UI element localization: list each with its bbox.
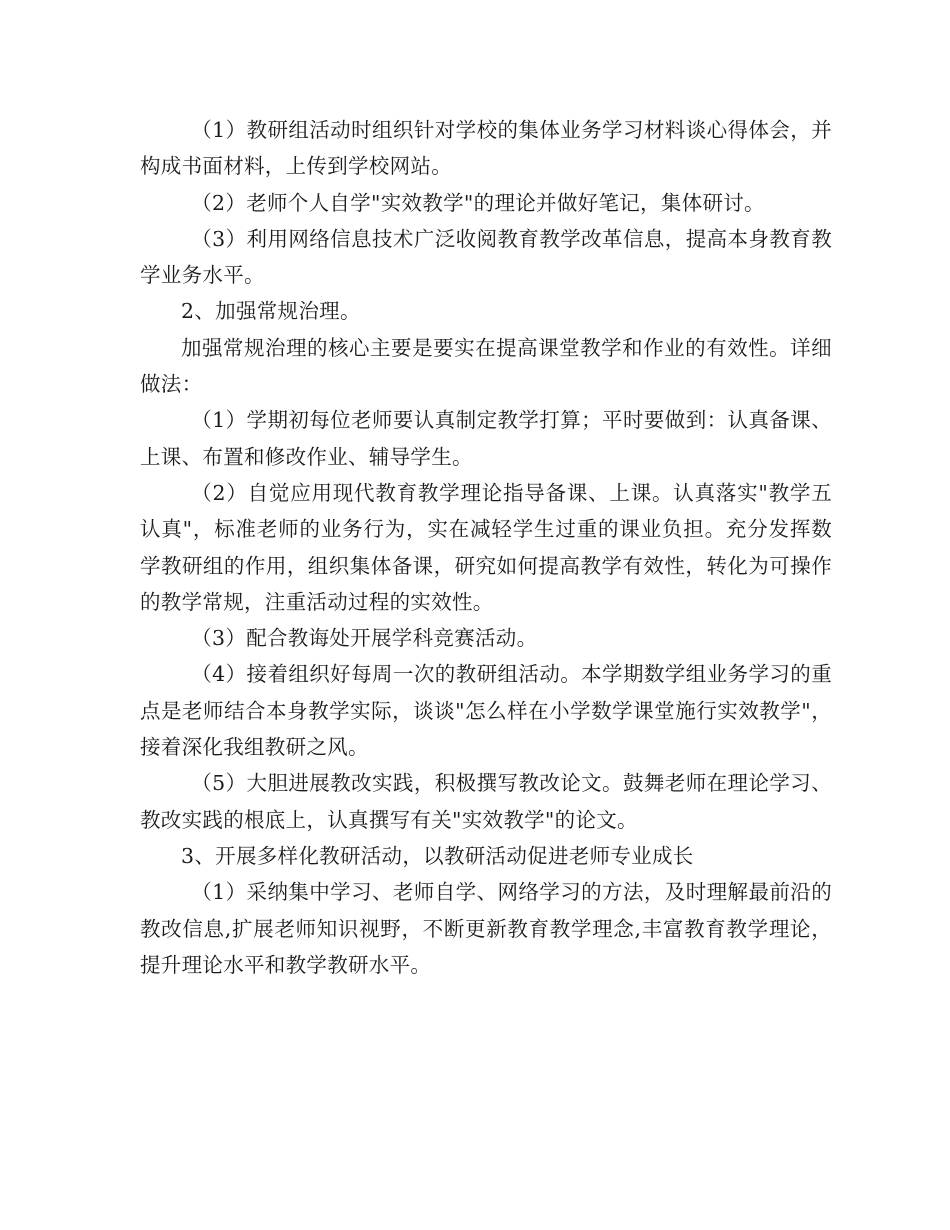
paragraph-item-3: （3）配合教诲处开展学科竞赛活动。 <box>191 626 538 651</box>
paragraph-item-1: （1）采纳集中学习、老师自学、网络学习的方法，及时理解最前沿的教改信息,扩展老师知识视野，不断更新教育教学理念,丰富教育教学理论，提升理论水平和教学教研水平。 <box>140 880 832 977</box>
paragraph-item-1: （1）学期初每位老师要认真制定教学打算；平时要做到：认真备课、上课、布置和修改作业、辅导学生。 <box>140 408 832 469</box>
paragraph-item-3: （3）利用网络信息技术广泛收阅教育教学改革信息，提高本身教育教学业务水平。 <box>140 226 832 288</box>
paragraph-item-2: （2）老师个人自学"实效教学"的理论并做好笔记，集体研讨。 <box>191 190 765 215</box>
paragraph-item-2: （2）自觉应用现代教育教学理论指导备课、上课。认真落实"教学五认真"，标准老师的业务行为，实在减轻学生过重的课业负担。充分发挥数学教研组的作用，组织集体备课，研究如何提高教学有效性，转化为可操作的教学常规，注重活动过程的实效性。 <box>140 480 832 614</box>
section-heading-2: 2、加强常规治理。 <box>181 299 361 324</box>
paragraph-body: 加强常规治理的核心主要是要实在提高课堂教学和作业的有效性。详细做法： <box>140 335 832 397</box>
document-body <box>140 112 832 983</box>
section-heading-3: 3、开展多样化教研活动，以教研活动促进老师专业成长 <box>181 843 694 868</box>
paragraph-item-4: （4）接着组织好每周一次的教研组活动。本学期数学组业务学习的重点是老师结合本身教学实际，谈谈"怎么样在小学数学课堂施行实效教学"，接着深化我组教研之风。 <box>140 662 832 760</box>
paragraph-item-1: （1）教研组活动时组织针对学校的集体业务学习材料谈心得体会，并构成书面材料，上传到学校网站。 <box>140 118 832 179</box>
paragraph-item-5: （5）大胆进展教改实践，积极撰写教改论文。鼓舞老师在理论学习、教改实践的根底上，认真撰写有关"实效教学"的论文。 <box>140 771 832 832</box>
